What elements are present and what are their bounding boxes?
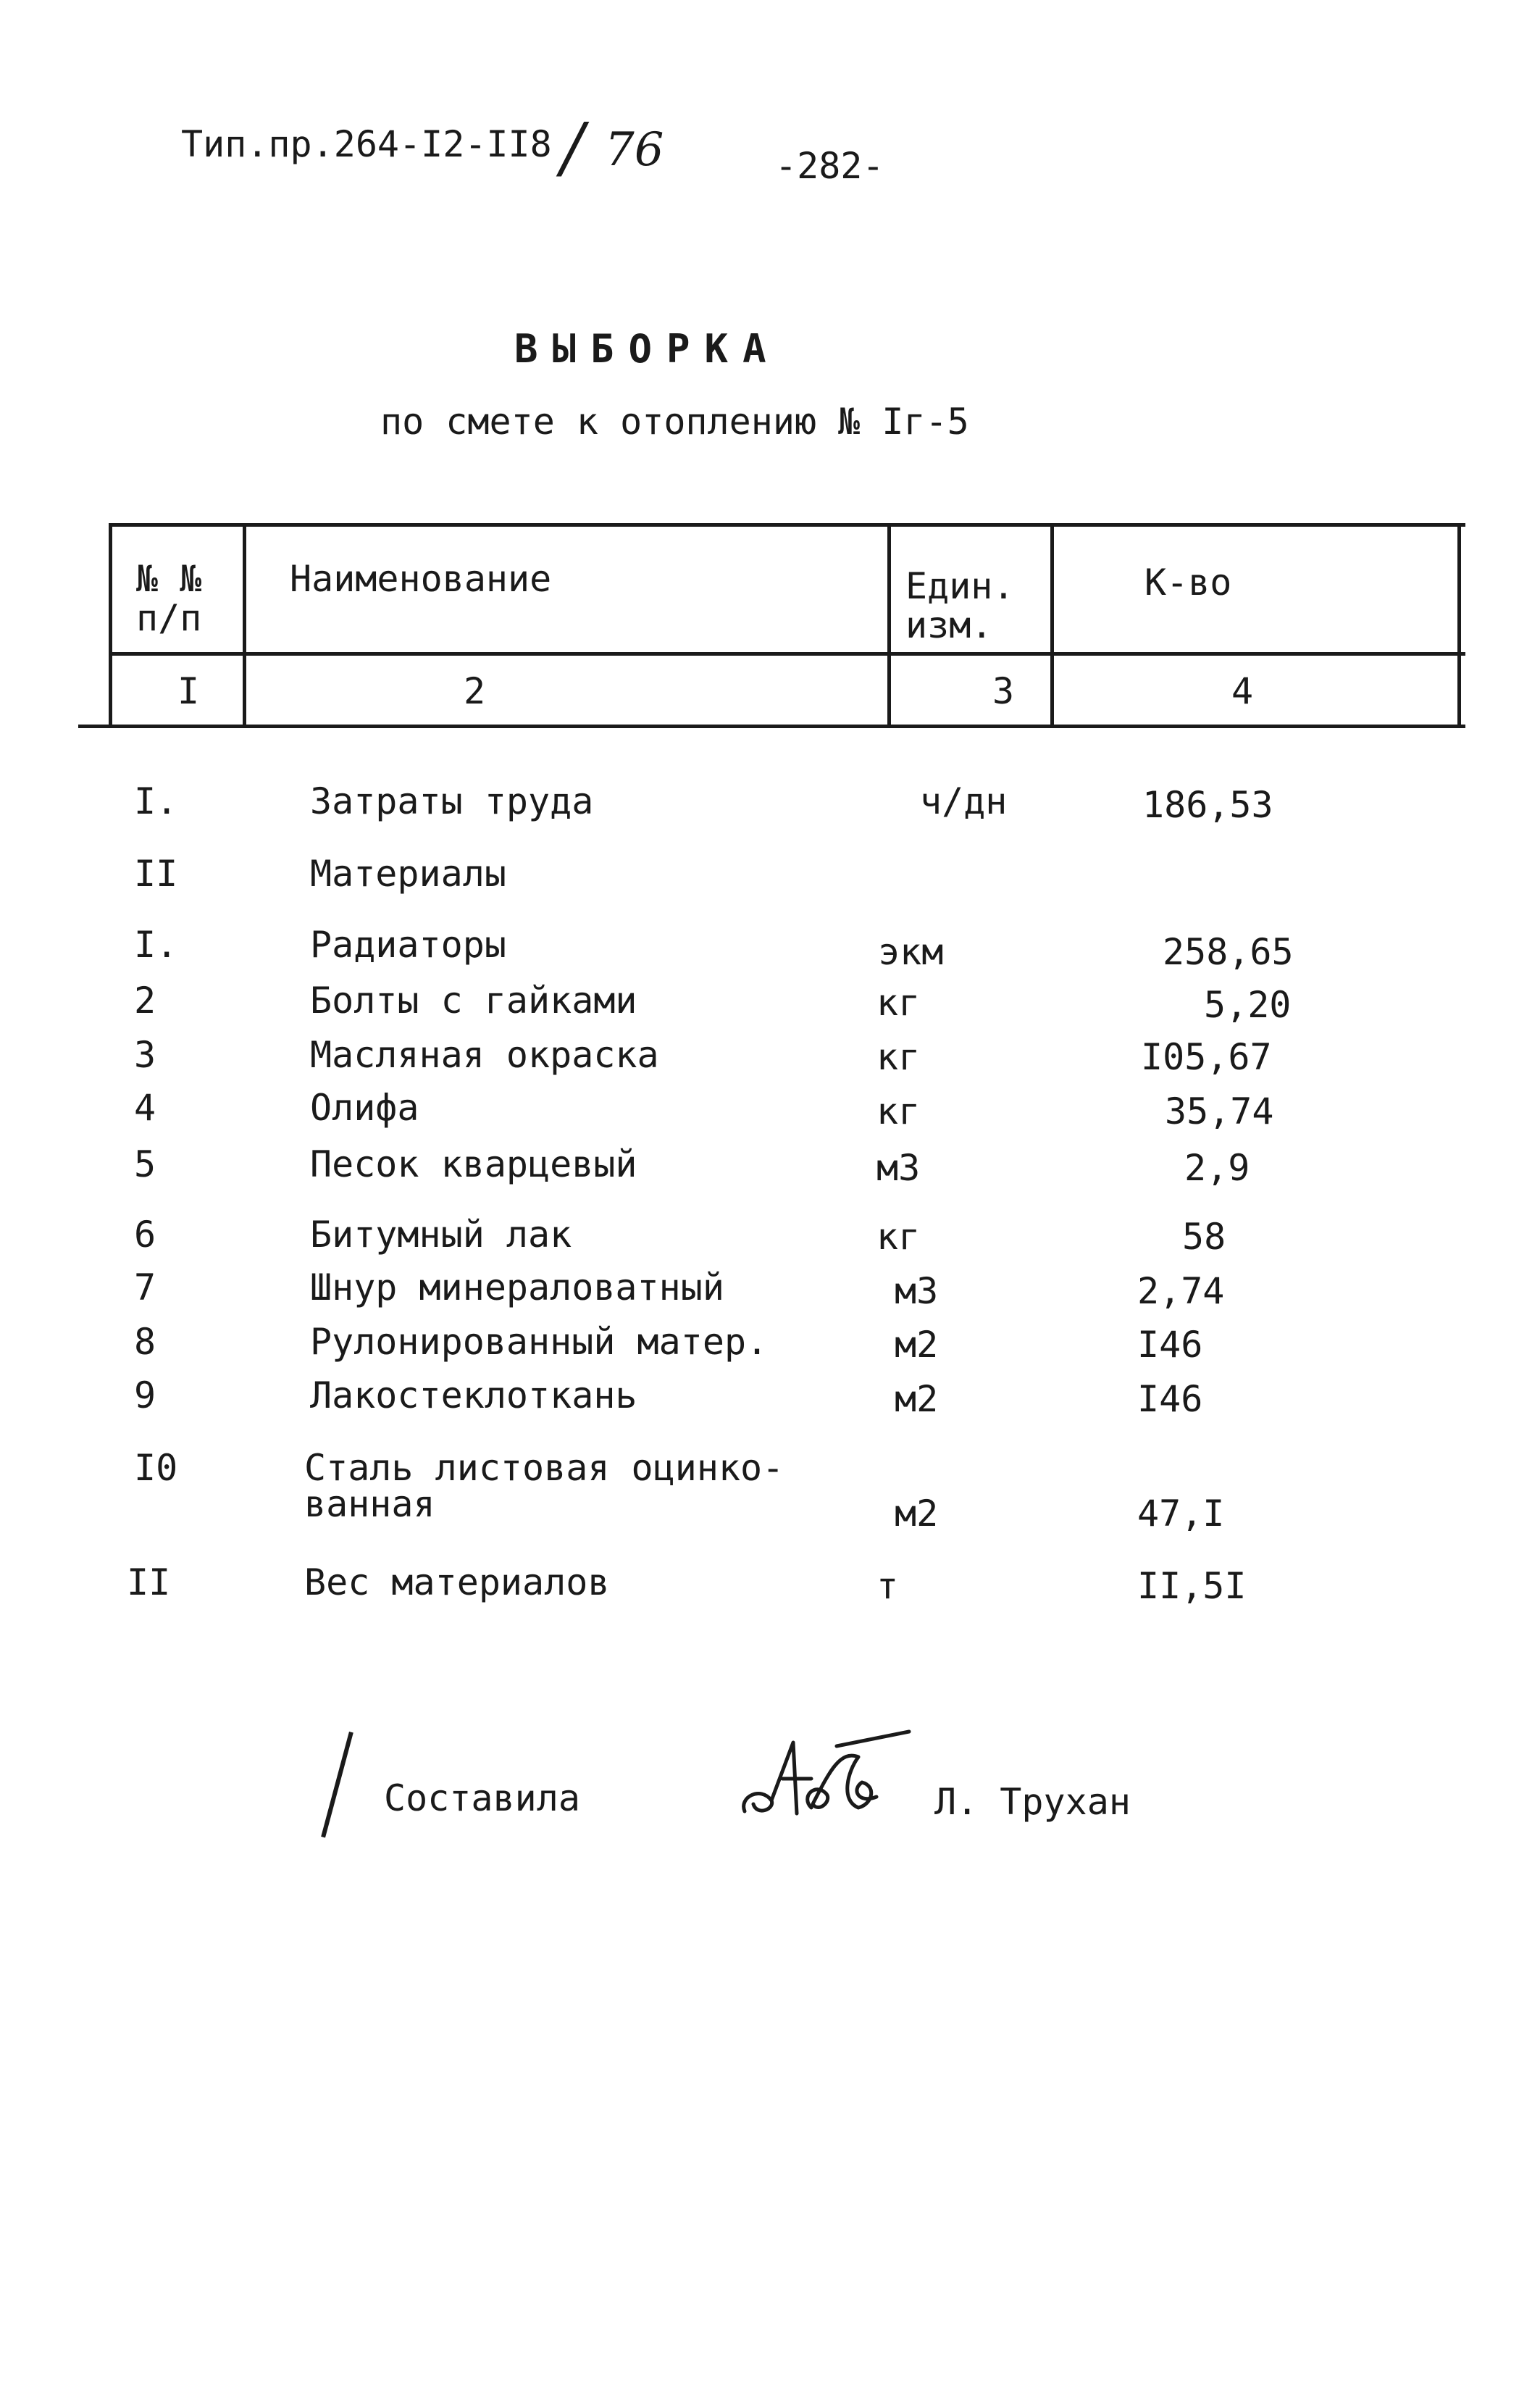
row-number: II (134, 853, 178, 895)
column-number-4: 4 (1231, 670, 1254, 712)
row-number: 7 (134, 1266, 156, 1308)
table-col-line (109, 523, 112, 728)
row-qty: 2,9 (1184, 1147, 1250, 1189)
row-name-continuation: ванная (304, 1483, 435, 1525)
row-qty: 5,20 (1204, 984, 1292, 1026)
row-number: 3 (134, 1034, 156, 1076)
column-number-1: I (177, 670, 200, 712)
row-number: I. (134, 924, 178, 966)
row-qty: 2,74 (1137, 1270, 1225, 1312)
handwritten-number: 76 (605, 123, 664, 177)
table-mid-border (109, 652, 1465, 656)
row-qty: 186,53 (1142, 784, 1273, 826)
row-name: Битумный лак (310, 1214, 572, 1256)
signature-slash (321, 1732, 353, 1837)
row-name: Затраты труда (310, 780, 594, 822)
handwritten-signature (732, 1728, 913, 1837)
row-name: Масляная окраска (310, 1034, 659, 1076)
row-name: Болты с гайками (310, 980, 637, 1022)
row-number: 4 (134, 1087, 156, 1129)
signer-name: Л. Трухан (934, 1781, 1131, 1823)
document-code: Тип.пр.264-I2-II8 (181, 123, 552, 165)
row-qty: 58 (1182, 1216, 1226, 1258)
column-number-2: 2 (464, 670, 486, 712)
row-name: Рулонированный матер. (310, 1321, 769, 1363)
row-unit: м3 (895, 1270, 939, 1312)
row-name: Шнур минераловатный (310, 1266, 724, 1308)
row-unit: ч/дн (920, 780, 1008, 822)
page-number: -282- (775, 145, 884, 187)
signature-label: Составила (384, 1777, 580, 1819)
table-col-line (887, 523, 891, 728)
row-name: Лакостеклоткань (310, 1374, 637, 1416)
row-unit: м2 (895, 1378, 939, 1420)
row-name: Сталь листовая оцинко- (304, 1447, 784, 1489)
table-col-line (1457, 523, 1461, 728)
row-unit: кг (876, 1036, 921, 1078)
column-header-name: Наименование (290, 558, 552, 600)
row-name: Материалы (310, 853, 506, 895)
row-qty: I05,67 (1141, 1036, 1272, 1078)
row-name: Песок кварцевый (310, 1143, 637, 1185)
row-unit: м2 (895, 1324, 939, 1366)
row-number: II (127, 1561, 171, 1603)
row-qty: 35,74 (1165, 1090, 1274, 1132)
table-bottom-border (78, 725, 1465, 728)
row-unit: кг (876, 982, 921, 1024)
column-header-qty: К-во (1144, 562, 1232, 604)
row-unit: кг (876, 1090, 921, 1132)
row-name: Олифа (310, 1087, 419, 1129)
row-unit: м3 (876, 1147, 921, 1189)
row-number: I. (134, 780, 178, 822)
row-unit: экм (878, 931, 944, 973)
table-header (109, 523, 1465, 728)
column-header-unit: Един. изм. (905, 565, 1015, 646)
table-top-border (109, 523, 1465, 527)
row-unit: кг (876, 1216, 921, 1258)
row-unit: т (876, 1565, 899, 1607)
row-number: I0 (134, 1447, 178, 1489)
column-number-3: 3 (992, 670, 1015, 712)
table-col-line (243, 523, 246, 728)
row-qty: 258,65 (1163, 931, 1294, 973)
column-header-number: № № п/п (136, 558, 202, 639)
document-subtitle: по смете к отоплению № Iг-5 (380, 401, 969, 443)
row-number: 2 (134, 980, 156, 1022)
row-qty: 47,I (1137, 1493, 1225, 1535)
row-name: Вес материалов (304, 1561, 610, 1603)
row-number: 6 (134, 1214, 156, 1256)
row-number: 9 (134, 1374, 156, 1416)
table-col-line (1050, 523, 1054, 728)
document-title: ВЫБОРКА (514, 326, 781, 372)
row-number: 5 (134, 1143, 156, 1185)
row-name: Радиаторы (310, 924, 506, 966)
row-qty: I46 (1137, 1378, 1203, 1420)
row-unit: м2 (895, 1493, 939, 1535)
row-qty: I46 (1137, 1324, 1203, 1366)
row-qty: II,5I (1137, 1565, 1247, 1607)
row-number: 8 (134, 1321, 156, 1363)
code-slash: / (561, 109, 584, 186)
